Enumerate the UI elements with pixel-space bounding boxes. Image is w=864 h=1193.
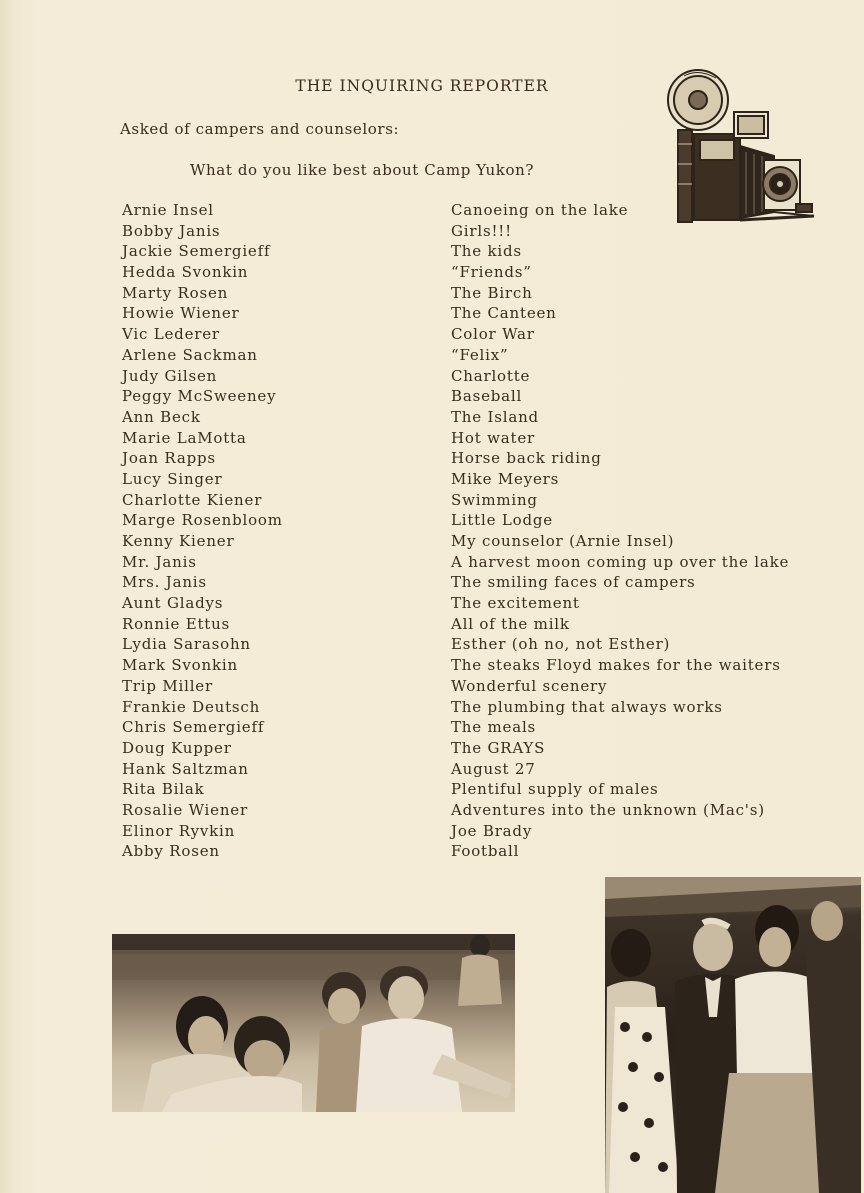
- respondent-name: Charlotte Kiener: [122, 490, 263, 509]
- respondent-name: Arlene Sackman: [122, 345, 258, 364]
- respondent-name: Trip Miller: [122, 676, 213, 695]
- respondent-name: Kenny Kiener: [122, 532, 235, 550]
- respondent-name: Hank Saltzman: [122, 759, 249, 778]
- respondent-answer: Joe Brady: [451, 821, 533, 840]
- respondent-answer: Baseball: [451, 387, 523, 406]
- respondent-answer: Mike Meyers: [451, 469, 560, 488]
- page-title: THE INQUIRING REPORTER: [295, 77, 549, 95]
- respondent-answer: August 27: [451, 759, 536, 778]
- answers-column: [451, 200, 789, 862]
- respondent-answer: The smiling faces of campers: [451, 573, 696, 592]
- respondent-answer: The kids: [451, 242, 522, 261]
- respondent-answer: Esther (oh no, not Esther): [451, 635, 671, 654]
- respondent-name: Doug Kupper: [122, 738, 232, 757]
- respondent-name: Arnie Insel: [122, 201, 214, 219]
- respondent-answer: Hot water: [451, 428, 535, 447]
- adults-at-party-photo: [605, 877, 861, 1193]
- respondent-name: Frankie Deutsch: [122, 697, 261, 716]
- respondent-name: Marie LaMotta: [122, 428, 247, 447]
- respondent-answer: Wonderful scenery: [451, 676, 608, 695]
- respondent-name: Mrs. Janis: [122, 573, 207, 592]
- respondent-answer: The meals: [451, 718, 537, 737]
- respondent-answer: The plumbing that always works: [451, 697, 723, 716]
- respondent-name: Marty Rosen: [122, 283, 229, 302]
- respondent-answer: The Island: [451, 407, 539, 426]
- campers-on-grass-photo: [112, 934, 515, 1112]
- respondent-name: Aunt Gladys: [122, 594, 224, 613]
- respondent-answer: A harvest moon coming up over the lake: [451, 552, 790, 571]
- respondent-answer: Football: [451, 842, 520, 861]
- respondent-answer: All of the milk: [451, 614, 570, 633]
- press-camera-illustration: [664, 64, 820, 232]
- respondent-name: Lydia Sarasohn: [122, 635, 251, 654]
- respondent-answer: Swimming: [451, 490, 538, 509]
- respondent-answer: The Birch: [451, 283, 533, 302]
- respondent-name: Joan Rapps: [122, 449, 216, 468]
- respondent-answer: Color War: [451, 325, 535, 344]
- respondent-name: Howie Wiener: [122, 304, 240, 323]
- respondent-name: Hedda Svonkin: [122, 263, 249, 282]
- respondent-name: Peggy McSweeney: [122, 387, 277, 406]
- respondent-answer: Canoeing on the lake: [451, 201, 629, 219]
- page-subtitle: Asked of campers and counselors:: [120, 120, 400, 138]
- survey-question: What do you like best about Camp Yukon?: [190, 161, 534, 179]
- respondent-name: Jackie Semergieff: [122, 242, 271, 261]
- respondent-answer: Adventures into the unknown (Mac's): [451, 800, 765, 819]
- respondent-answer: Horse back riding: [451, 449, 602, 468]
- respondent-answer: The GRAYS: [451, 738, 546, 757]
- respondent-answer: Plentiful supply of males: [451, 780, 659, 799]
- respondent-name: Lucy Singer: [122, 469, 223, 488]
- respondent-name: Vic Lederer: [122, 325, 220, 344]
- respondent-answer: Little Lodge: [451, 511, 553, 530]
- respondent-name: Ann Beck: [122, 407, 201, 426]
- respondent-answer: The excitement: [451, 594, 580, 613]
- respondent-answer: The steaks Floyd makes for the waiters: [451, 656, 781, 675]
- respondent-answer: My counselor (Arnie Insel): [451, 532, 675, 550]
- respondent-name: Bobby Janis: [122, 221, 221, 240]
- respondent-name: Abby Rosen: [122, 842, 220, 861]
- respondent-name: Mark Svonkin: [122, 656, 238, 675]
- respondent-name: Chris Semergieff: [122, 718, 265, 737]
- respondent-answer: Girls!!!: [451, 221, 512, 240]
- respondent-name: Judy Gilsen: [122, 366, 218, 385]
- respondent-answer: The Canteen: [451, 304, 557, 323]
- names-column: [122, 200, 283, 862]
- respondent-name: Elinor Ryvkin: [122, 821, 236, 840]
- respondent-answer: “Friends”: [451, 263, 532, 282]
- respondent-name: Rita Bilak: [122, 780, 205, 799]
- respondent-answer: Charlotte: [451, 366, 531, 385]
- respondent-answer: “Felix”: [451, 345, 509, 364]
- respondent-name: Ronnie Ettus: [122, 614, 231, 633]
- respondent-name: Marge Rosenbloom: [122, 511, 283, 530]
- respondent-name: Mr. Janis: [122, 552, 197, 571]
- respondent-name: Rosalie Wiener: [122, 800, 248, 819]
